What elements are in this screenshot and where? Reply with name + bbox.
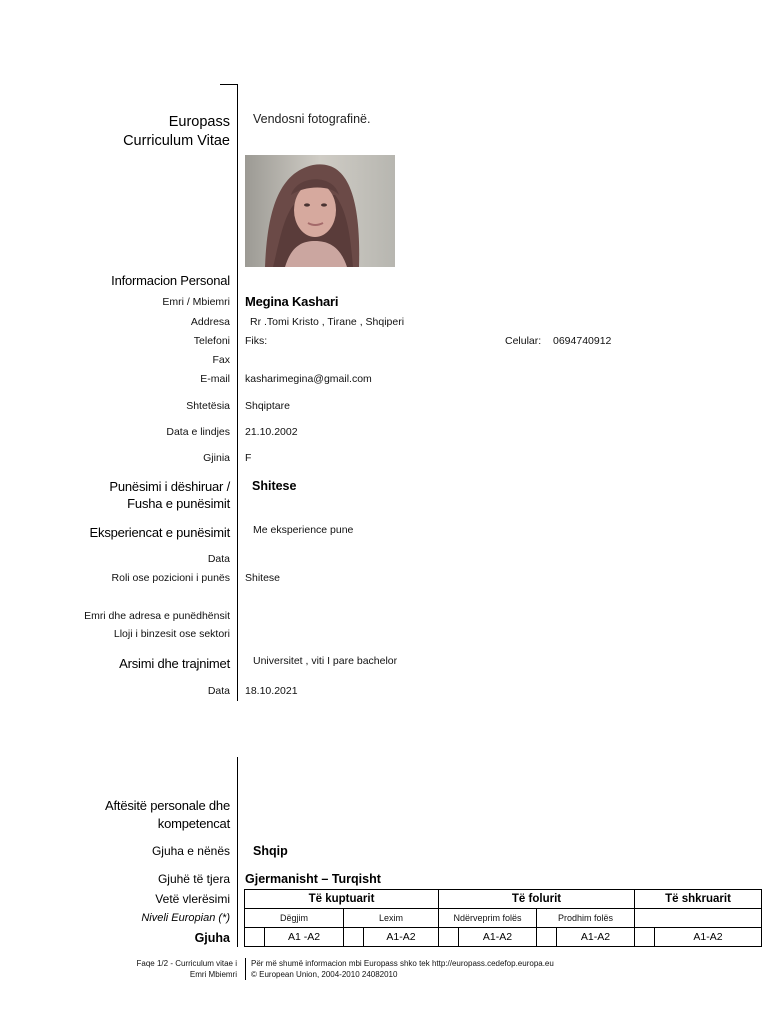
footer-page-info: Faqe 1/2 - Curriculum vitae i [136,959,237,968]
full-name: Megina Kashari [245,294,339,309]
language-row-label: Gjuha [194,931,230,945]
section-personal-skills-line2: kompetencat [157,816,230,831]
level-code-cell [439,928,459,947]
mobile-value: 0694740912 [553,335,612,347]
sector-label: Lloji i binzesit ose sektori [113,628,230,640]
footer-copyright: © European Union, 2004-2010 24082010 [251,970,398,979]
footer-name: Emri Mbiemri [189,970,237,979]
experience-date-label: Data [207,553,230,565]
name-label: Emri / Mbiemri [162,296,230,308]
education-date-value: 18.10.2021 [245,685,298,697]
desired-employment-value: Shitese [252,479,297,493]
education-value: Universitet , viti I pare bachelor [253,655,398,667]
self-assessment-label: Vetë vlerësimi [155,892,230,906]
group-understanding: Të kuptuarit [245,890,439,909]
mother-tongue-label: Gjuha e nënës [151,844,230,858]
nationality-label: Shtetësia [186,400,230,412]
role-value: Shitese [245,572,281,584]
level-code-cell [635,928,655,947]
phone-label: Telefoni [193,335,230,347]
other-languages-value: Gjermanisht – Turqisht [245,872,381,886]
employer-label: Emri dhe adresa e punëdhënsit [84,610,230,622]
email-value[interactable]: kasharimegina@gmail.com [245,373,372,385]
european-level-label: Niveli Europian (*) [141,912,230,924]
birthdate-value: 21.10.2002 [245,426,298,438]
gender-value: F [245,452,252,464]
section-work-experience: Eksperiencat e punësimit [89,525,230,540]
mother-tongue-value: Shqip [253,844,288,858]
phone-fix-label: Fiks: [245,335,268,347]
footer-divider-line [245,958,246,980]
sub-reading: Lexim [344,909,439,928]
mobile-label: Celular: [505,335,542,347]
address-value: Rr .Tomi Kristo , Tirane , Shqiperi [250,316,405,328]
address-label: Addresa [190,316,230,328]
level-writing: A1-A2 [655,928,762,947]
sub-spoken-production: Prodhim folës [537,909,635,928]
sub-listening: Dëgjim [245,909,344,928]
work-experience-value: Me eksperience pune [253,524,354,536]
profile-photo [245,155,395,267]
level-spoken-production: A1-A2 [557,928,635,947]
top-divider-line [237,84,238,701]
group-writing: Të shkruarit [635,890,762,909]
level-code-cell [344,928,364,947]
cv-title-europass: Europass [168,114,230,130]
cv-title-curriculum: Curriculum Vitae [123,133,230,149]
section-desired-field: Fusha e punësimit [127,496,230,511]
email-label: E-mail [200,373,230,385]
level-code-cell [245,928,265,947]
level-code-cell [537,928,557,947]
sub-spoken-interaction: Ndërveprim folës [439,909,537,928]
level-reading: A1-A2 [364,928,439,947]
education-date-label: Data [207,685,230,697]
nationality-value: Shqiptare [245,400,290,412]
fax-label: Fax [212,354,230,366]
section-personal-skills: Aftësitë personale dhe [105,798,230,813]
role-label: Roli ose pozicioni i punës [111,572,230,584]
birthdate-label: Data e lindjes [166,426,230,438]
gender-label: Gjinia [203,452,230,464]
group-speaking: Të folurit [439,890,635,909]
sub-writing [635,909,762,928]
other-languages-label: Gjuhë të tjera [157,872,230,886]
photo-caption: Vendosni fotografinë. [253,112,371,126]
section-education: Arsimi dhe trajnimet [119,656,230,671]
section-personal-info: Informacion Personal [111,273,230,288]
section-desired-employment: Punësimi i dëshiruar / [109,479,230,494]
language-skills-table [244,889,762,947]
level-listening: A1 -A2 [265,928,344,947]
top-divider-tick [220,84,238,85]
footer-europass-link[interactable]: Për më shumë informacion mbi Europass shko tek http://europass.cedefop.europa.eu [251,959,554,968]
level-spoken-interaction: A1-A2 [459,928,537,947]
bottom-divider-line [237,757,238,947]
